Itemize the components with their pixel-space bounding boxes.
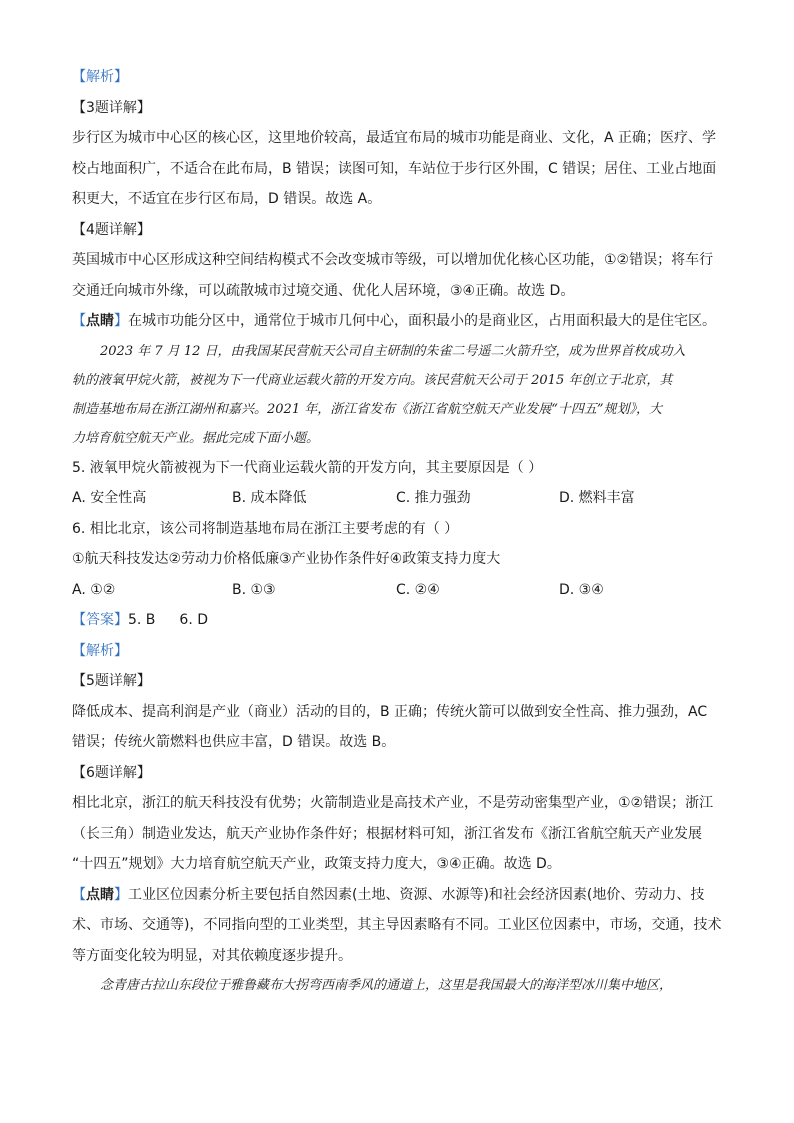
material-line: 制造基地布局在浙江湖州和嘉兴。2021 年，浙江省发布《浙江省航空航天产业发展“十四五”规划》，大 bbox=[72, 401, 663, 417]
detail-5-text bbox=[72, 697, 724, 758]
option-a: A. ①② bbox=[72, 581, 116, 598]
note-tag: 【点睛】 bbox=[72, 886, 128, 903]
text-line: （长三角）制造业发达，航天产业协作条件好；根据材料可知，浙江省发布《浙江省航空航天产业发展 bbox=[72, 825, 702, 842]
option-c: C. 推力强劲 bbox=[396, 490, 471, 506]
text-line: 积更大，不适宜在步行区布局，D 错误。故选 A。 bbox=[72, 191, 382, 207]
material-passage bbox=[72, 337, 724, 453]
material-line: 2023 年 7 月 12 日，由我国某民营航天公司自主研制的朱雀二号遥二火箭升空，成为世界首枚成功入 bbox=[100, 343, 686, 359]
note-text: 工业区位因素分析主要包括自然因素(土地、资源、水源等)和社会经济因素(地价、劳动力、技 bbox=[128, 886, 705, 903]
text-line: 相比北京，浙江的航天科技没有优势；火箭制造业是高技术产业，不是劳动密集型产业，①②错误；浙江 bbox=[72, 795, 714, 811]
text-line: 等方面变化较为明显，对其依赖度逐步提升。 bbox=[72, 947, 352, 964]
text-line: 术、市场、交通等)，不同指向型的工业类型，其主导因素略有不同。工业区位因素中，市场，交通，技术 bbox=[72, 917, 722, 933]
note-paragraph bbox=[72, 880, 724, 972]
text-line: 错误；传统火箭燃料也供应丰富，D 错误。故选 B。 bbox=[72, 734, 396, 750]
answer-5: 5. B bbox=[128, 612, 156, 628]
analysis-tag: 【解析】 bbox=[72, 642, 128, 659]
text-line: 校占地面积广，不适合在此布局，B 错误；读图可知，车站位于步行区外围，C 错误；居住、工业占地面 bbox=[72, 160, 717, 177]
text-line: 交通迁向城市外缘，可以疏散城市过境交通、优化人居环境，③④正确。故选 D。 bbox=[72, 282, 575, 299]
material-line: 轨的液氧甲烷火箭，被视为下一代商业运载火箭的开发方向。该民营航天公司于 2015 年创立于北京，其 bbox=[72, 372, 673, 388]
detail-5-tag: 【5题详解】 bbox=[72, 673, 151, 689]
answer-6: 6. D bbox=[179, 612, 209, 628]
option-c: C. ②④ bbox=[396, 581, 440, 598]
note-tag: 【点睛】 bbox=[72, 313, 128, 329]
note-paragraph bbox=[72, 306, 724, 337]
option-a: A. 安全性高 bbox=[72, 490, 147, 506]
option-b: B. ①③ bbox=[232, 581, 276, 598]
option-d: D. ③④ bbox=[559, 581, 604, 598]
answer-tag: 【答案】 bbox=[72, 612, 128, 628]
text-line: 步行区为城市中心区的核心区，这里地价较高，最适宜布局的城市功能是商业、文化，A 正确；医疗、学 bbox=[72, 130, 717, 146]
note-text: 在城市功能分区中，通常位于城市几何中心，面积最小的是商业区，占用面积最大的是住宅区。 bbox=[128, 313, 716, 329]
answer-line bbox=[72, 605, 724, 636]
question-6-statements: ①航天科技发达②劳动力价格低廉③产业协作条件好④政策支持力度大 bbox=[72, 551, 501, 567]
question-5-options bbox=[72, 483, 724, 514]
detail-3-tag: 【3题详解】 bbox=[72, 99, 151, 116]
text-line: 降低成本、提高利润是产业（商业）活动的目的，B 正确；传统火箭可以做到安全性高、推力强劲，AC bbox=[72, 703, 708, 720]
material-line: 力培育航空航天产业。据此完成下面小题。 bbox=[72, 430, 320, 446]
question-6-options bbox=[72, 575, 724, 606]
detail-4-tag: 【4题详解】 bbox=[72, 221, 151, 238]
material-line: 念青唐古拉山东段位于雅鲁藏布大拐弯西南季风的通道上，这里是我国最大的海洋型冰川集中地区， bbox=[100, 978, 673, 993]
detail-6-tag: 【6题详解】 bbox=[72, 764, 151, 781]
question-5-stem: 5. 液氧甲烷火箭被视为下一代商业运载火箭的开发方向，其主要原因是（ ） bbox=[72, 459, 543, 476]
document-page bbox=[72, 62, 724, 1000]
text-line: “十四五”规划》大力培育航空航天产业，政策支持力度大，③④正确。故选 D。 bbox=[72, 856, 561, 872]
text-line: 英国城市中心区形成这种空间结构模式不会改变城市等级，可以增加优化核心区功能，①②错误；将车行 bbox=[72, 252, 714, 268]
question-6-stem: 6. 相比北京，该公司将制造基地布局在浙江主要考虑的有（ ） bbox=[72, 520, 459, 537]
detail-4-text bbox=[72, 245, 724, 306]
detail-3-text bbox=[72, 123, 724, 215]
option-d: D. 燃料丰富 bbox=[559, 490, 635, 506]
analysis-tag: 【解析】 bbox=[72, 69, 128, 85]
detail-6-text bbox=[72, 788, 724, 880]
next-material-passage bbox=[72, 971, 724, 1000]
option-b: B. 成本降低 bbox=[232, 490, 307, 506]
